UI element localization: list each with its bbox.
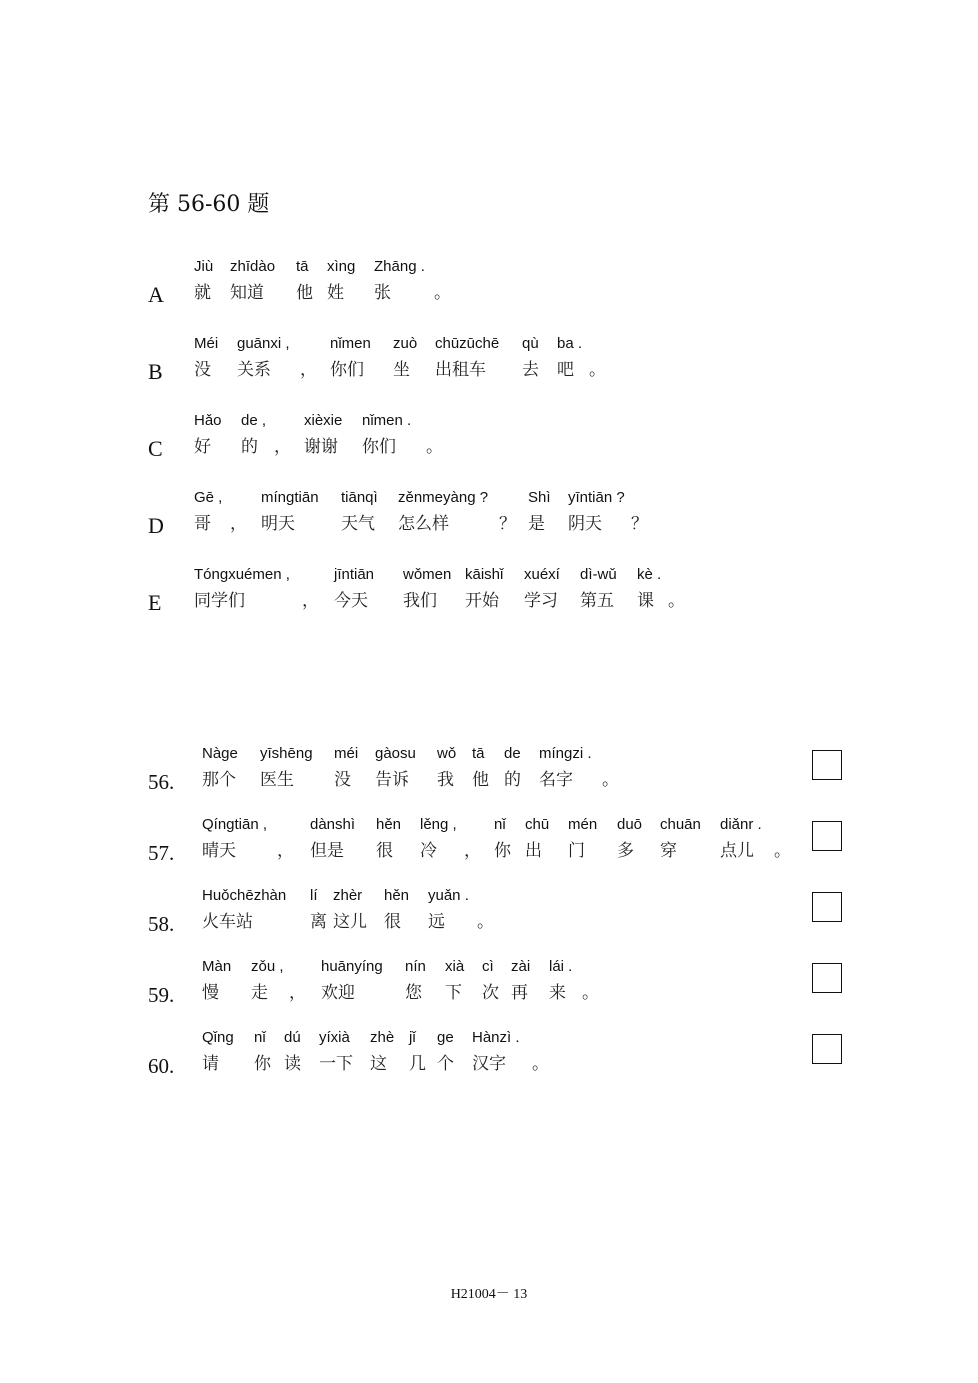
option-label: C xyxy=(148,436,163,461)
pinyin: zǒu , xyxy=(251,958,284,975)
hanzi: 天气 xyxy=(341,514,375,534)
pinyin: míngtiān xyxy=(261,489,319,506)
hanzi: 。 xyxy=(589,360,606,380)
hanzi: 阴天 xyxy=(568,514,602,534)
hanzi: 吧 xyxy=(557,360,574,380)
pinyin: tā xyxy=(472,745,485,762)
question-number: 58. xyxy=(148,912,175,936)
option-label: A xyxy=(148,282,164,307)
pinyin: ba . xyxy=(557,335,583,352)
pinyin: jǐ xyxy=(409,1029,416,1046)
pinyin: zhè xyxy=(370,1029,395,1046)
pinyin: Qǐng xyxy=(202,1029,234,1046)
pinyin: gàosu xyxy=(375,745,416,762)
hanzi: 明天 xyxy=(261,514,295,534)
hanzi: 他 xyxy=(296,283,313,303)
hanzi: 出 xyxy=(525,841,542,861)
pinyin: wǒ xyxy=(437,745,457,762)
option-row xyxy=(148,258,848,310)
hanzi: 你们 xyxy=(362,437,396,457)
hanzi: 这 xyxy=(370,1054,387,1074)
hanzi: 是 xyxy=(528,514,545,534)
option-row xyxy=(148,335,848,387)
pinyin: de , xyxy=(241,412,267,429)
hanzi: 门 xyxy=(568,841,585,861)
pinyin: qù xyxy=(522,335,539,352)
pinyin: zěnmeyàng ? xyxy=(398,489,489,506)
hanzi: 。 xyxy=(426,437,443,457)
hanzi: 您 xyxy=(405,983,422,1003)
hanzi: 离 xyxy=(310,912,327,932)
hanzi: 点儿 xyxy=(720,841,754,861)
hanzi: 这儿 xyxy=(333,912,367,932)
hanzi: ， xyxy=(464,841,481,861)
hanzi: 我 xyxy=(437,770,454,790)
pinyin: chū xyxy=(525,816,550,833)
hanzi: 你 xyxy=(254,1054,271,1074)
hanzi: ， xyxy=(302,591,319,611)
pinyin: wǒmen xyxy=(403,566,452,583)
option-label: B xyxy=(148,359,163,384)
pinyin: ge xyxy=(437,1029,454,1046)
hanzi: 火车站 xyxy=(202,912,253,932)
hanzi: 没 xyxy=(194,360,211,380)
question-row xyxy=(148,816,848,868)
hanzi: 同学们 xyxy=(194,591,245,611)
hanzi: ， xyxy=(289,983,306,1003)
pinyin: cì xyxy=(482,958,494,975)
hanzi: 坐 xyxy=(393,360,410,380)
page-footer: H21004－ 13 xyxy=(450,1287,528,1302)
hanzi: ， xyxy=(230,514,247,534)
pinyin: tā xyxy=(296,258,309,275)
pinyin: zài xyxy=(511,958,531,975)
hanzi: ， xyxy=(277,841,294,861)
question-number: 60. xyxy=(148,1054,175,1078)
hanzi: 再 xyxy=(511,983,528,1003)
hanzi: 。 xyxy=(434,283,451,303)
hanzi: 远 xyxy=(428,912,445,932)
pinyin: kè . xyxy=(637,566,662,583)
pinyin: zhèr xyxy=(333,887,363,904)
hanzi: 我们 xyxy=(403,591,437,611)
option-label: D xyxy=(148,513,164,538)
hanzi: 几 xyxy=(409,1054,426,1074)
pinyin: lái . xyxy=(549,958,573,975)
pinyin: Hànzì . xyxy=(472,1029,520,1046)
hanzi: 课 xyxy=(637,591,654,611)
hanzi: 姓 xyxy=(327,283,344,303)
hanzi: 欢迎 xyxy=(321,983,355,1003)
pinyin: diǎnr . xyxy=(720,816,762,833)
answer-box[interactable] xyxy=(812,750,842,780)
hanzi: 穿 xyxy=(660,841,677,861)
answer-box[interactable] xyxy=(812,1034,842,1064)
pinyin: jīntiān xyxy=(334,566,375,583)
hanzi: 下 xyxy=(445,983,462,1003)
pinyin: yíxià xyxy=(319,1029,350,1046)
hanzi: 次 xyxy=(482,983,499,1003)
pinyin: xìng xyxy=(327,258,356,275)
pinyin: xuéxí xyxy=(524,566,560,583)
pinyin: hěn xyxy=(384,887,410,904)
option-row xyxy=(148,566,848,618)
pinyin: Tóngxuémen , xyxy=(194,566,290,583)
hanzi: 今天 xyxy=(334,591,368,611)
hanzi: 那个 xyxy=(202,770,236,790)
hanzi: 但是 xyxy=(310,841,344,861)
hanzi: 。 xyxy=(668,591,685,611)
question-row xyxy=(148,958,848,1010)
hanzi: 关系 xyxy=(237,360,271,380)
hanzi: 他 xyxy=(472,770,489,790)
pinyin: de xyxy=(504,745,521,762)
question-row xyxy=(148,887,848,939)
hanzi: 出租车 xyxy=(435,360,486,380)
hanzi: ？ xyxy=(631,514,648,534)
hanzi: 的 xyxy=(241,437,258,457)
pinyin: dú xyxy=(284,1029,301,1046)
hanzi: 去 xyxy=(522,360,539,380)
pinyin: Méi xyxy=(194,335,219,352)
hanzi: 你 xyxy=(494,841,511,861)
hanzi: 。 xyxy=(477,912,494,932)
pinyin: Hǎo xyxy=(194,412,222,429)
hanzi: 。 xyxy=(532,1054,549,1074)
hanzi: 汉字 xyxy=(472,1054,506,1074)
option-label: E xyxy=(148,590,162,615)
pinyin: mén xyxy=(568,816,598,833)
pinyin: Shì xyxy=(528,489,551,506)
pinyin: duō xyxy=(617,816,643,833)
hanzi: 晴天 xyxy=(202,841,236,861)
question-row xyxy=(148,745,848,797)
pinyin: zhīdào xyxy=(230,258,276,275)
pinyin: yuǎn . xyxy=(428,887,469,904)
hanzi: 请 xyxy=(202,1054,219,1074)
pinyin: yīshēng xyxy=(260,745,313,762)
section-title: 第 56-60 题 xyxy=(148,192,270,217)
hanzi: 。 xyxy=(774,841,791,861)
pinyin: tiānqì xyxy=(341,489,378,506)
answer-box[interactable] xyxy=(812,821,842,851)
pinyin: lí xyxy=(310,887,318,904)
pinyin: Jiù xyxy=(194,258,214,275)
pinyin: Gē , xyxy=(194,489,223,506)
pinyin: chūzūchē xyxy=(435,335,500,352)
pinyin: xià xyxy=(445,958,465,975)
pinyin: nǐmen xyxy=(330,335,371,352)
pinyin: nǐ xyxy=(494,816,506,833)
hanzi: 读 xyxy=(284,1054,301,1074)
pinyin: hěn xyxy=(376,816,402,833)
pinyin: Zhāng . xyxy=(374,258,425,275)
option-row xyxy=(148,412,848,464)
hanzi: ， xyxy=(300,360,317,380)
hanzi: 你们 xyxy=(330,360,364,380)
option-row xyxy=(148,489,848,541)
hanzi: 来 xyxy=(549,983,566,1003)
hanzi: 慢 xyxy=(202,983,219,1003)
hanzi: 开始 xyxy=(465,591,499,611)
pinyin: nǐ xyxy=(254,1029,266,1046)
question-number: 57. xyxy=(148,841,175,865)
pinyin: Qíngtiān , xyxy=(202,816,268,833)
pinyin: xièxie xyxy=(304,412,343,429)
hanzi: 第五 xyxy=(580,591,614,611)
question-number: 59. xyxy=(148,983,175,1007)
pinyin: chuān xyxy=(660,816,701,833)
hanzi: 很 xyxy=(376,841,393,861)
pinyin: méi xyxy=(334,745,359,762)
pinyin: lěng , xyxy=(420,816,457,833)
pinyin: kāishǐ xyxy=(465,566,504,583)
hanzi: 。 xyxy=(602,770,619,790)
pinyin: nǐmen . xyxy=(362,412,412,429)
pinyin: nín xyxy=(405,958,426,975)
answer-box[interactable] xyxy=(812,963,842,993)
hanzi: 名字 xyxy=(539,770,573,790)
hanzi: 告诉 xyxy=(375,770,409,790)
hanzi: 多 xyxy=(617,841,634,861)
hanzi: ？ xyxy=(499,514,516,534)
pinyin: guānxi , xyxy=(237,335,290,352)
question-number: 56. xyxy=(148,770,175,794)
pinyin: Nàge xyxy=(202,745,238,762)
hanzi: 没 xyxy=(334,770,351,790)
hanzi: 很 xyxy=(384,912,401,932)
hanzi: 学习 xyxy=(524,591,558,611)
hanzi: 的 xyxy=(504,770,521,790)
hanzi: 冷 xyxy=(420,841,437,861)
pinyin: dànshì xyxy=(310,816,356,833)
pinyin: míngzi . xyxy=(539,745,592,762)
hanzi: 。 xyxy=(582,983,599,1003)
hanzi: 哥 xyxy=(194,514,211,534)
hanzi: 就 xyxy=(194,283,211,303)
hanzi: 一下 xyxy=(319,1054,353,1074)
hanzi: 走 xyxy=(251,983,268,1003)
hanzi: 好 xyxy=(194,437,211,457)
pinyin: yīntiān ? xyxy=(568,489,625,506)
hanzi: 知道 xyxy=(230,283,264,303)
pinyin: huānyíng xyxy=(321,958,383,975)
pinyin: zuò xyxy=(393,335,418,352)
hanzi: ， xyxy=(274,437,291,457)
answer-box[interactable] xyxy=(812,892,842,922)
pinyin: dì-wǔ xyxy=(580,566,617,583)
pinyin: Huǒchēzhàn xyxy=(202,887,287,904)
hanzi: 医生 xyxy=(260,770,294,790)
pinyin: Màn xyxy=(202,958,232,975)
hanzi: 谢谢 xyxy=(304,437,338,457)
hanzi: 张 xyxy=(374,283,391,303)
hanzi: 怎么样 xyxy=(398,514,449,534)
question-row xyxy=(148,1029,848,1081)
hanzi: 个 xyxy=(437,1054,454,1074)
